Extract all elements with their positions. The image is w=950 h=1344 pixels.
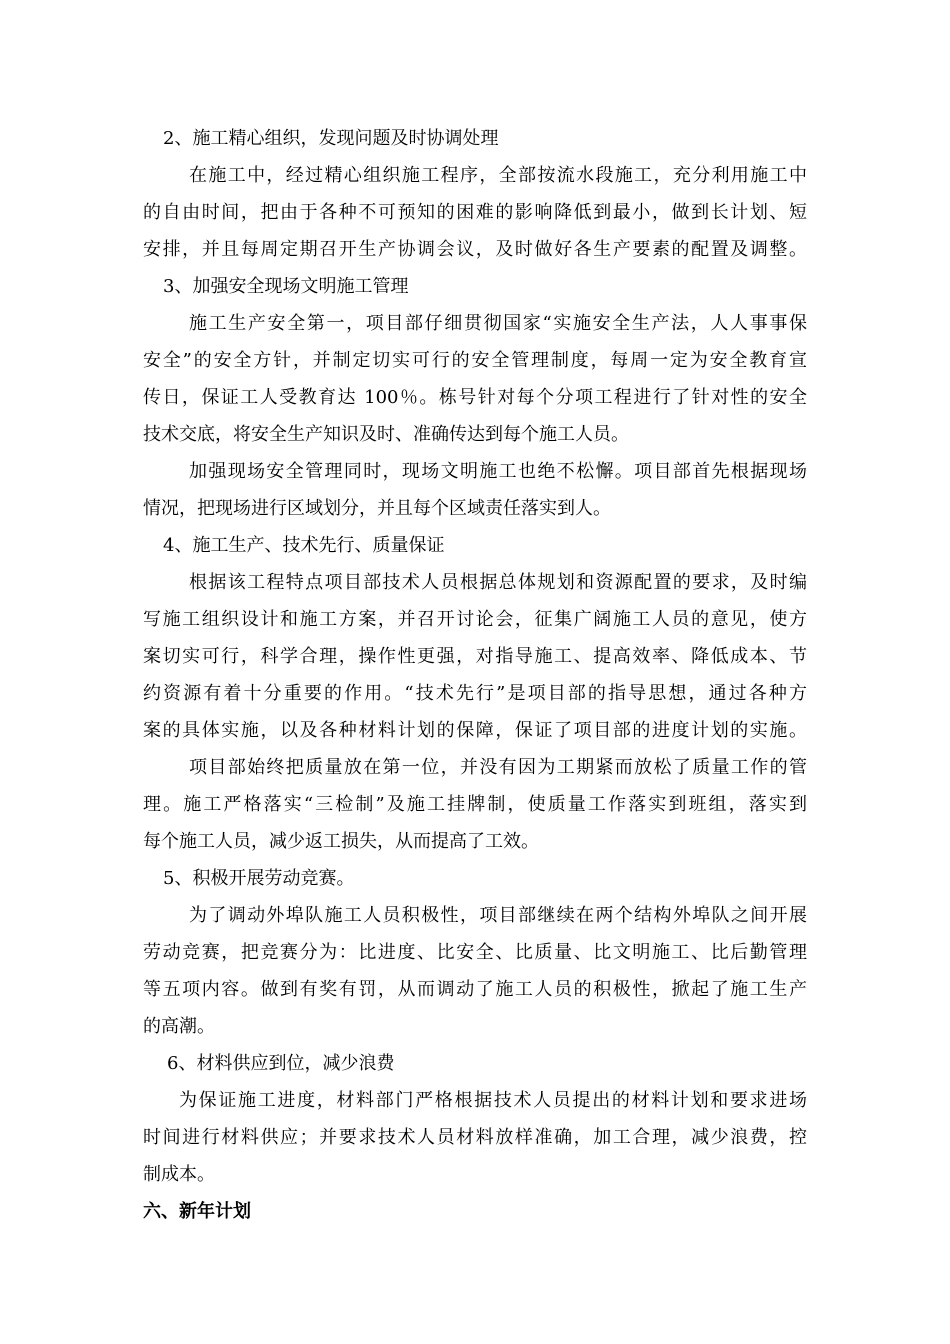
chapter-heading-new-year-plan: 六、新年计划 bbox=[143, 1201, 251, 1222]
section-heading-6: 6、材料供应到位，减少浪费 bbox=[167, 1053, 395, 1074]
paragraph-line: 制成本。 bbox=[143, 1164, 215, 1185]
paragraph-line: 为保证施工进度，材料部门严格根据技术人员提出的材料计划和要求进场 bbox=[179, 1090, 807, 1111]
paragraph-line: 的高潮。 bbox=[143, 1016, 215, 1037]
paragraph-line: 时间进行材料供应；并要求技术人员材料放样准确，加工合理，减少浪费，控 bbox=[143, 1127, 807, 1148]
section-heading-5: 5、积极开展劳动竞赛。 bbox=[163, 868, 355, 889]
paragraph-line: 在施工中，经过精心组织施工程序，全部按流水段施工，充分利用施工中 bbox=[189, 165, 807, 186]
paragraph-line: 案切实可行，科学合理，操作性更强，对指导施工、提高效率、降低成本、节 bbox=[143, 646, 807, 667]
paragraph-line: 劳动竞赛，把竞赛分为：比进度、比安全、比质量、比文明施工、比后勤管理 bbox=[143, 942, 807, 963]
paragraph-line: 的自由时间，把由于各种不可预知的困难的影响降低到最小，做到长计划、短 bbox=[143, 202, 807, 223]
section-heading-2: 2、施工精心组织，发现问题及时协调处理 bbox=[163, 128, 499, 149]
paragraph-line: 理。施工严格落实“三检制”及施工挂牌制，使质量工作落实到班组，落实到 bbox=[143, 794, 807, 815]
document-body bbox=[143, 120, 807, 1230]
paragraph-line: 根据该工程特点项目部技术人员根据总体规划和资源配置的要求，及时编 bbox=[189, 572, 807, 593]
section-heading-3: 3、加强安全现场文明施工管理 bbox=[163, 276, 409, 297]
paragraph-line: 技术交底，将安全生产知识及时、准确传达到每个施工人员。 bbox=[143, 424, 629, 445]
paragraph-line: 安排，并且每周定期召开生产协调会议，及时做好各生产要素的配置及调整。 bbox=[143, 239, 807, 260]
paragraph-line: 写施工组织设计和施工方案，并召开讨论会，征集广阔施工人员的意见，使方 bbox=[143, 609, 807, 630]
paragraph-line: 加强现场安全管理同时，现场文明施工也绝不松懈。项目部首先根据现场 bbox=[189, 461, 807, 482]
paragraph-line: 项目部始终把质量放在第一位，并没有因为工期紧而放松了质量工作的管 bbox=[189, 757, 807, 778]
paragraph-line: 每个施工人员，减少返工损失，从而提高了工效。 bbox=[143, 831, 539, 852]
paragraph-line: 情况，把现场进行区域划分，并且每个区域责任落实到人。 bbox=[143, 498, 611, 519]
paragraph-line: 传日，保证工人受教育达 100％。栋号针对每个分项工程进行了针对性的安全 bbox=[143, 387, 807, 408]
paragraph-line: 案的具体实施，以及各种材料计划的保障，保证了项目部的进度计划的实施。 bbox=[143, 720, 807, 741]
paragraph-line: 为了调动外埠队施工人员积极性，项目部继续在两个结构外埠队之间开展 bbox=[189, 905, 807, 926]
section-heading-4: 4、施工生产、技术先行、质量保证 bbox=[163, 535, 445, 556]
paragraph-line: 约资源有着十分重要的作用。“技术先行”是项目部的指导思想，通过各种方 bbox=[143, 683, 807, 704]
paragraph-line: 安全”的安全方针，并制定切实可行的安全管理制度，每周一定为安全教育宣 bbox=[143, 350, 807, 371]
paragraph-line: 等五项内容。做到有奖有罚，从而调动了施工人员的积极性，掀起了施工生产 bbox=[143, 979, 807, 1000]
paragraph-line: 施工生产安全第一，项目部仔细贯彻国家“实施安全生产法，人人事事保 bbox=[189, 313, 807, 334]
